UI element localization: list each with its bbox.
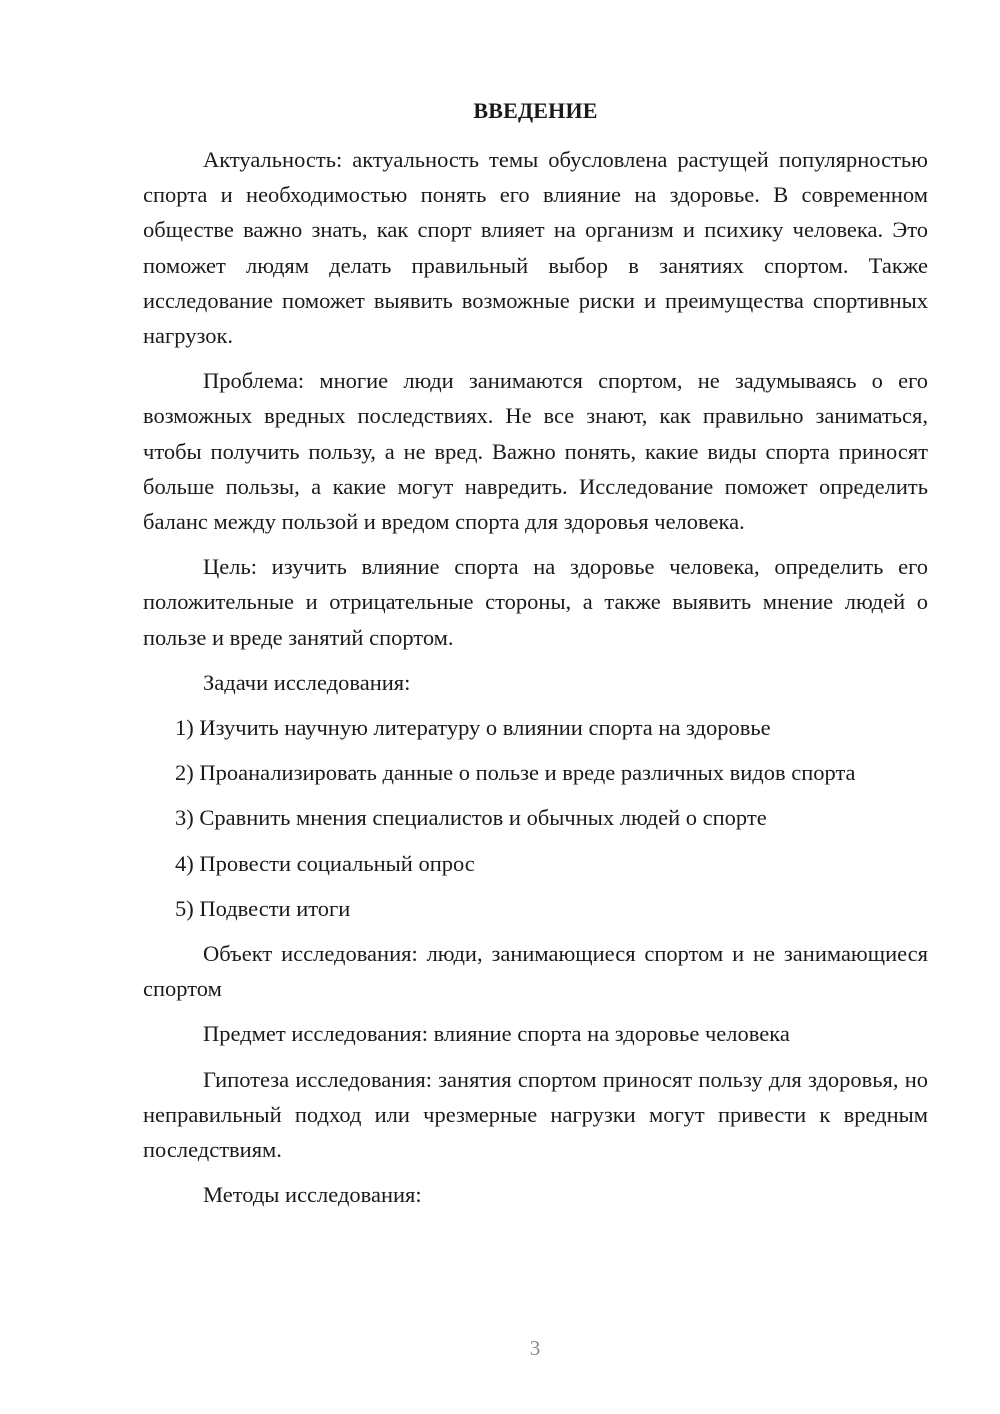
- page-number: 3: [529, 1336, 541, 1360]
- object-paragraph: Объект исследования: люди, занимающиеся спортом и не занимающиеся спортом: [143, 941, 928, 1002]
- tasks-heading: Задачи исследования:: [203, 669, 411, 695]
- subject-paragraph: Предмет исследования: влияние спорта на здоровье человека: [203, 1021, 790, 1047]
- problem-paragraph: Проблема: многие люди занимаются спортом, не задумываясь о его возможных вредных последствиях. Не все знают, как правильно заниматься, чтобы получить пользу, а не вред. Важно понять, какие виды спорта приносят больше пользы, а какие могут навредить. Исследование поможет определить баланс между пользой и вредом спорта для здоровья человека.: [143, 368, 928, 535]
- body-text: [143, 142, 928, 1222]
- relevance-paragraph: Актуальность: актуальность темы обусловлена растущей популярностью спорта и необходимостью понять его влияние на здоровье. В современном обществе важно знать, как спорт влияет на организм и психику человека. Это поможет людям делать правильный выбор в занятиях спортом. Также исследование поможет выявить возможные риски и преимущества спортивных нагрузок.: [143, 147, 928, 349]
- methods-heading: Методы исследования:: [203, 1182, 422, 1208]
- task-item: 3) Сравнить мнения специалистов и обычных людей о спорте: [175, 805, 767, 831]
- task-item: 2) Проанализировать данные о пользе и вреде различных видов спорта: [175, 760, 856, 786]
- goal-paragraph: Цель: изучить влияние спорта на здоровье человека, определить его положительные и отрицательные стороны, а также выявить мнение людей о пользе и вреде занятий спортом.: [143, 554, 928, 650]
- task-item: 1) Изучить научную литературу о влиянии спорта на здоровье: [175, 715, 771, 741]
- hypothesis-paragraph: Гипотеза исследования: занятия спортом приносят пользу для здоровья, но неправильный подход или чрезмерные нагрузки могут привести к вредным последствиям.: [143, 1066, 928, 1163]
- task-item: 5) Подвести итоги: [175, 895, 351, 921]
- task-item: 4) Провести социальный опрос: [175, 850, 475, 876]
- section-title: ВВЕДЕНИЕ: [473, 98, 598, 123]
